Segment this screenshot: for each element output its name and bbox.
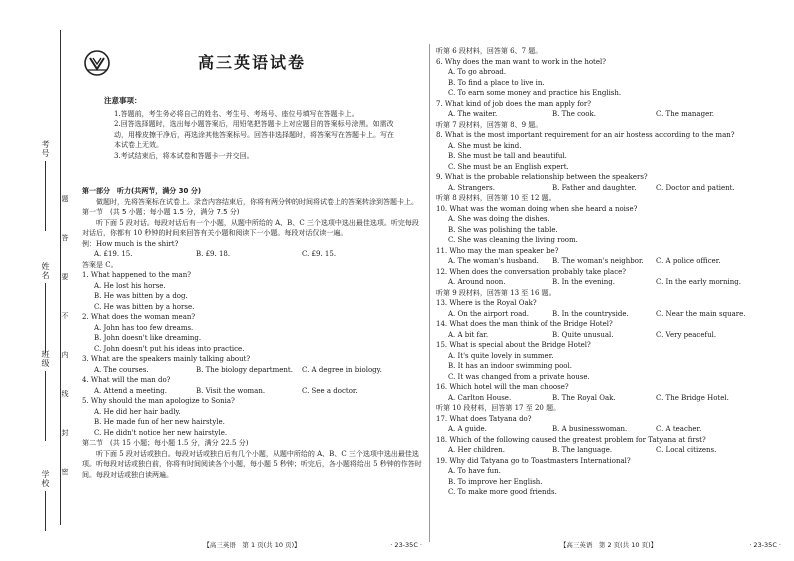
option: B. In the countryside. [552,309,629,318]
listening-material-instruction: 听第 7 段材料，回答第 8、9 题。 [436,120,543,129]
question-stem: 17. What does Tatyana do? [436,414,532,423]
option: A. Her children. [448,446,505,454]
option: C. John doesn't put his ideas into practice. [94,344,245,353]
example-question: 例：How much is the shirt? [82,239,179,248]
option: C. The Bridge Hotel. [656,393,729,402]
listening-material-instruction: 听第 9 段材料，回答第 13 至 16 题。 [436,288,556,297]
field-exam-number: 考号 [40,140,51,231]
listening-questions [436,46,781,498]
option: A. Carlton House. [448,393,512,402]
question-stem: 7. What kind of job does the man apply for? [436,99,591,108]
section-1-heading: 第一节 (共 5 小题；每小题 1.5 分，满分 7.5 分) [82,208,240,216]
option: B. Visit the woman. [196,386,266,395]
option: A. Around noon. [448,278,506,286]
footer-page-label: 【高三英语 第 2 页(共 10 页)】 [559,541,658,549]
option: C. £9. 15. [302,250,337,258]
question-stem: 15. What is special about the Bridge Hotel? [436,341,591,349]
field-school: 学校 [40,470,51,531]
option: C. He didn't notice her new hairstyle. [94,428,228,437]
option: A. Attend a meeting. [94,386,168,395]
option: C. She must be an English expert. [448,162,569,171]
question-options [436,393,781,404]
question-stem: 11. Who may the man speaker be? [436,246,559,255]
notice-item: 3.考试结束后，将本试卷和答题卡一并交回。 [114,151,254,160]
option: B. In the evening. [552,278,615,286]
option: B. She was polishing the table. [448,225,558,234]
question-options [436,309,781,320]
option: B. Quite unusual. [552,330,614,339]
question-options [436,445,781,456]
option: B. She must be tall and beautiful. [448,152,567,160]
option: C. It was changed from a private house. [448,372,590,381]
section-2-heading: 第二节 (共 15 小题；每小题 1.5 分，满分 22.5 分) [82,439,249,447]
question-stem: 14. What does the man think of the Bridge Hotel? [436,320,613,328]
question-options [436,277,781,288]
top-banner [82,30,434,42]
footer-code: · 23-35C · [390,541,422,549]
part-heading: 第一部分 听力(共两节，满分 30 分) [82,187,202,195]
question-options [436,351,781,383]
option: A. The courses. [94,365,149,374]
question-stem: 3. What are the speakers mainly talking about? [82,355,251,363]
example-options [82,249,422,260]
question-options [436,141,781,173]
option: C. Local citizens. [656,446,717,454]
notice-item: 2.回答选择题时，选出每小题答案后，用铅笔把答题卡上对应题目的答案标号涂黑。如需改动，用橡皮擦干净后，再选涂其他答案标号。回答非选择题时，将答案写在答题卡上。写在本试卷上无效。 [114,120,394,149]
question-options [82,365,422,376]
option: C. See a doctor. [302,386,358,395]
question-stem: 9. What is the probable relationship between the speakers? [436,173,648,181]
option: A. £19. 15. [94,250,133,258]
option: B. The cook. [552,110,596,118]
option: A. To have fun. [448,467,501,475]
option: C. To earn some money and practice his English. [448,89,622,97]
question-options [436,424,781,435]
question-list [82,270,422,438]
option: B. It has an indoor swimming pool. [448,362,572,370]
listening-material-instruction: 听第 8 段材料，回答第 10 至 12 题。 [436,194,556,202]
option: C. Very peaceful. [656,330,717,339]
option: C. To make more good friends. [448,488,557,496]
question-stem: 8. What is the most important requirement for an air hostess according to the man? [436,131,735,139]
option: A. He lost his horse. [94,281,166,290]
option: A. To go abroad. [448,68,507,76]
option: A. Strangers. [448,183,495,192]
question-stem: 1. What happened to the man? [82,271,191,279]
option: A. On the airport road. [448,309,529,318]
part-intro: 做题时，先将答案标在试卷上。录音内容结束后，你将有两分钟的时间将试卷上的答案转涂到答题卡上。 [96,197,418,206]
notice-heading: 注意事项： [104,96,142,105]
question-options [436,466,781,498]
option: C. In the early morning. [656,278,741,286]
binding-margin [0,0,72,561]
question-stem: 10. What was the woman doing when she heard a noise? [436,204,638,213]
option: B. To find a place to live in. [448,78,545,87]
option: C. He was bitten by a horse. [94,302,195,311]
option: B. John doesn't like dreaming. [94,334,202,342]
footer-code: · 23-35C · [749,541,781,549]
question-stem: 4. What will the man do? [82,376,171,384]
option: B. The biology department. [196,365,293,374]
section-2-intro: 听下面 5 段对话或独白。每段对话或独白后有几个小题，从题中所给的 A、B、C 三个选项中选出最佳选项。听每段对话或独白前，你将有时间阅读各个小题，每小题 5 秒钟；听完后，各小题将给出 5 秒钟的作答时间。每段对话或独白读两遍。 [82,449,422,479]
option: A. He did her hair badly. [94,407,181,416]
option: C. A teacher. [656,425,702,433]
option: B. The woman's neighbor. [552,257,644,265]
field-name: 姓名 [40,262,51,353]
option: A. A guide. [448,425,487,433]
page-title: 高三英语试卷 [197,53,306,72]
option: B. To improve her English. [448,477,543,486]
question-options [436,256,781,267]
footer-page-label: 【高三英语 第 1 页(共 10 页)】 [203,541,301,549]
seal-line-text: 题 答 要 不 内 线 封 密 [61,195,69,476]
option: A. She must be kind. [448,141,522,150]
option: C. Near the main square. [656,309,746,318]
option: B. The language. [552,446,613,454]
option: B. The Royal Oak. [552,393,616,402]
notice-item: 1.答题前，考生务必将自己的姓名、考生号、考场号、座位号填写在答题卡上。 [114,109,359,118]
notice-section [82,96,422,161]
question-options [436,330,781,341]
example-answer: 答案是 C。 [82,260,118,269]
option: C. She was cleaning the living room. [448,236,578,244]
option: A. She was doing the dishes. [448,215,550,223]
page-2 [436,0,781,561]
section-1-intro: 听下面 5 段对话。每段对话后有一个小题，从题中所给的 A、B、C 三个选项中选出最佳选项。听完每段对话后，你都有 10 秒钟的时间来回答有关小题和阅读下一小题。每段对话仅读一遍。 [82,218,419,237]
option: A. John has too few dreams. [94,323,194,332]
question-options [436,183,781,194]
listening-part-1 [82,186,422,480]
question-options [436,67,781,99]
option: B. £9. 18. [196,250,231,258]
page-divider [429,44,430,542]
option: C. The manager. [656,110,715,118]
option: A. The waiter. [448,110,498,118]
option: B. He made fun of her new hairstyle. [94,418,225,426]
question-options [436,214,781,246]
question-stem: 18. Which of the following caused the greatest problem for Tatyana at first? [436,435,706,444]
page-1 [82,0,422,561]
option: A. It's quite lovely in summer. [448,351,554,360]
question-stem: 19. Why did Tatyana go to Toastmasters International? [436,456,631,465]
question-stem: 6. Why does the man want to work in the hotel? [436,57,606,66]
listening-material-instruction: 听第 10 段材料，回答第 17 至 20 题。 [436,404,561,412]
question-stem: 16. Which hotel will the man choose? [436,383,569,391]
option: C. Doctor and patient. [656,183,735,192]
question-options [82,281,422,313]
field-class: 班级 [40,350,51,441]
listening-material-instruction: 听第 6 段材料，回答第 6、7 题。 [436,47,543,55]
option: B. Father and daughter. [552,183,637,192]
question-stem: 2. What does the woman mean? [82,313,196,321]
option: A. The woman's husband. [448,257,539,265]
question-stem: 12. When does the conversation probably take place? [436,267,627,276]
question-options [82,323,422,355]
question-stem: 5. Why should the man apologize to Sonia? [82,397,235,405]
option: C. A degree in biology. [302,365,382,374]
option: C. A police officer. [656,257,721,265]
option: A. A bit far. [448,330,489,339]
option: B. A businesswoman. [552,425,628,433]
question-options [82,386,422,397]
question-options [82,407,422,439]
question-options [436,109,781,120]
option: B. He was bitten by a dog. [94,292,188,300]
question-stem: 13. Where is the Royal Oak? [436,299,537,307]
